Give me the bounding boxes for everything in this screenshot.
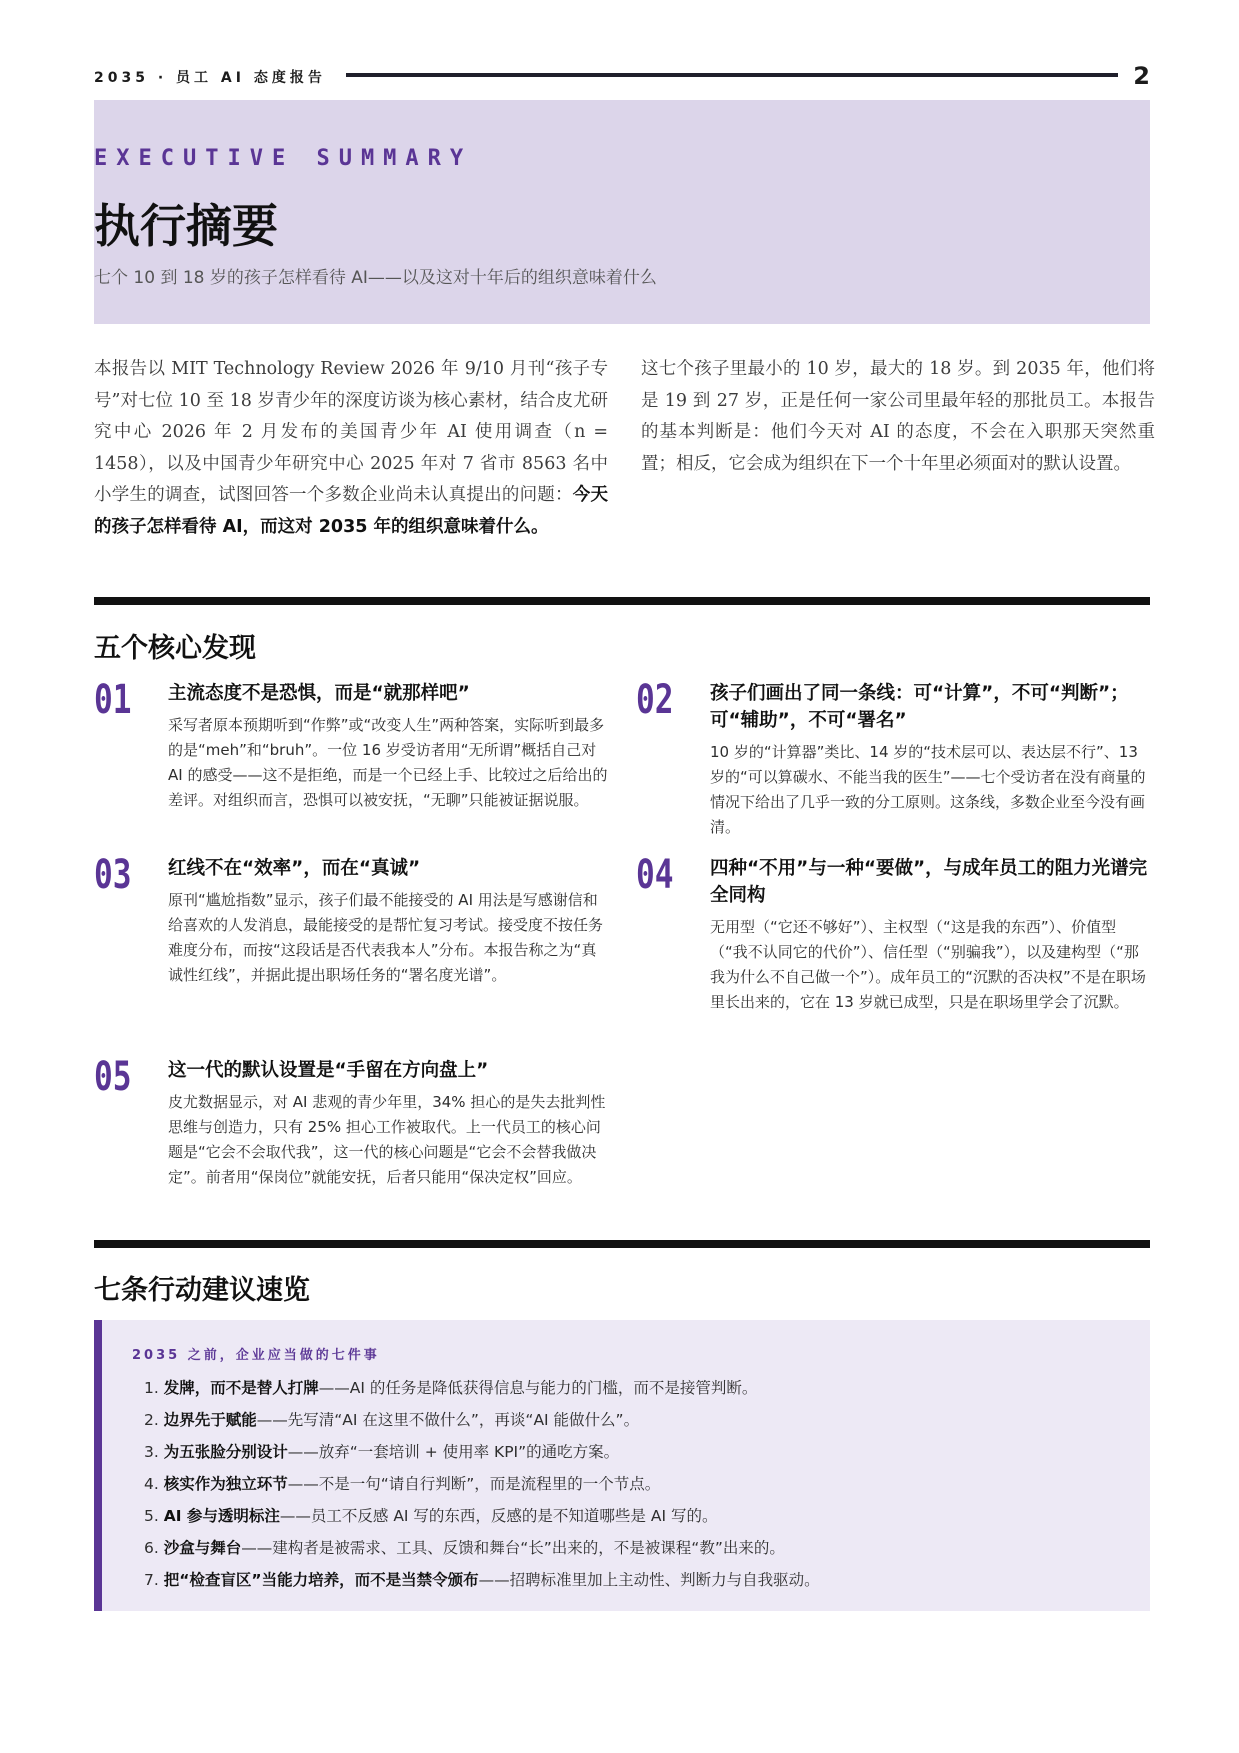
- finding-number: 04: [636, 852, 674, 898]
- action-item: [144, 1468, 820, 1500]
- finding-title: 红线不在“效率”，而在“真诚”: [168, 858, 421, 879]
- intro-left-text: 本报告以 MIT Technology Review 2026 年 9/10 月刊“孩子专号”对七位 10 至 18 岁青少年的深度访谈为核心素材，结合皮尤研究中心 2026 年 2 月发布的美国青少年 AI 使用调查（n = 1458），以及中国青少年研究中心 2025 年对 7 省市 8563 名中小学生的调查，试图回答一个多数企业尚未认真提出的问题：: [94, 359, 608, 505]
- action-text: ——员工不反感 AI 写的东西，反感的是不知道哪些是 AI 写的。: [279, 1507, 718, 1525]
- action-title: AI 参与透明标注: [163, 1507, 280, 1525]
- action-number: 7.: [144, 1571, 159, 1589]
- action-title: 为五张脸分别设计: [163, 1443, 288, 1461]
- action-title: 发牌，而不是替人打牌: [163, 1379, 319, 1397]
- finding-title: 四种“不用”与一种“要做”，与成年员工的阻力光谱完全同构: [710, 858, 1148, 906]
- intro-paragraph-left: [94, 354, 608, 543]
- action-text: ——不是一句“请自行判断”，而是流程里的一个节点。: [287, 1475, 661, 1493]
- finding-title: 这一代的默认设置是“手留在方向盘上”: [168, 1060, 489, 1081]
- action-number: 3.: [144, 1443, 159, 1461]
- action-text: ——建构者是被需求、工具、反馈和舞台“长”出来的，不是被课程“教”出来的。: [241, 1539, 785, 1557]
- action-text: ——AI 的任务是降低获得信息与能力的门槛，而不是接管判断。: [318, 1379, 758, 1397]
- finding-text: 无用型（“它还不够好”）、主权型（“这是我的东西”）、价值型（“我不认同它的代价”）、信任型（“别骗我”），以及建构型（“那我为什么不自己做一个”）。成年员工的“沉默的否决权”不是在职场里长出来的，它在 13 岁就已成型，只是在职场里学会了沉默。: [710, 918, 1146, 1011]
- action-title: 沙盒与舞台: [163, 1539, 242, 1557]
- finding-text: 10 岁的“计算器”类比、14 岁的“技术层可以、表达层不行”、13 岁的“可以算碳水、不能当我的医生”——七个受访者在没有商量的情况下给出了几乎一致的分工原则。这条线，多数企业至今没有画清。: [710, 743, 1146, 836]
- callout-label: 2035 之前，企业应当做的七件事: [132, 1348, 380, 1363]
- header-rule: [346, 73, 1118, 77]
- action-number: 2.: [144, 1411, 159, 1429]
- running-header: [94, 64, 1150, 88]
- action-number: 1.: [144, 1379, 159, 1397]
- action-item: [144, 1436, 820, 1468]
- finding-text: 皮尤数据显示，对 AI 悲观的青少年里，34% 担心的是失去批判性思维与创造力，只有 25% 担心工作被取代。上一代员工的核心问题是“它会不会取代我”，这一代的核心问题是“它会不会替我做决定”。前者用“保岗位”就能安抚，后者只能用“保决定权”回应。: [168, 1093, 606, 1186]
- action-number: 5.: [144, 1507, 159, 1525]
- action-item: [144, 1500, 820, 1532]
- finding-number: 01: [94, 677, 132, 723]
- actions-section-title: 七条行动建议速览: [94, 1275, 310, 1306]
- action-item: [144, 1372, 820, 1404]
- intro-paragraph-right: 这七个孩子里最小的 10 岁，最大的 18 岁。到 2035 年，他们将是 19 到 27 岁，正是任何一家公司里最年轻的那批员工。本报告的基本判断是：他们今天对 AI 的态度，不会在入职那天突然重置；相反，它会成为组织在下一个十年里必须面对的默认设置。: [641, 359, 1155, 474]
- action-item: [144, 1532, 820, 1564]
- report-title: 2035 · 员工 AI 态度报告: [94, 70, 326, 86]
- action-title: 核实作为独立环节: [163, 1475, 288, 1493]
- action-text: ——放弃“一套培训 + 使用率 KPI”的通吃方案。: [287, 1443, 620, 1461]
- section-divider: [94, 1240, 1150, 1248]
- action-title: 边界先于赋能: [163, 1411, 257, 1429]
- finding-title: 主流态度不是恐惧，而是“就那样吧”: [168, 683, 470, 704]
- finding-number: 03: [94, 852, 132, 898]
- page-title: 执行摘要: [94, 199, 278, 253]
- intro-left-emphasis: 今天的孩子怎样看待 AI，而这对 2035 年的组织意味着什么。: [94, 485, 608, 537]
- finding-number: 05: [94, 1054, 132, 1100]
- action-text: ——先写清“AI 在这里不做什么”，再谈“AI 能做什么”。: [256, 1411, 640, 1429]
- action-number: 6.: [144, 1539, 159, 1557]
- finding-text: 采写者原本预期听到“作弊”或“改变人生”两种答案，实际听到最多的是“meh”和“bruh”。一位 16 岁受访者用“无所谓”概括自己对 AI 的感受——这不是拒绝，而是一个已经上手、比较过之后给出的差评。对组织而言，恐惧可以被安抚，“无聊”只能被证据说服。: [168, 716, 608, 809]
- eyebrow-label: EXECUTIVE SUMMARY: [94, 146, 473, 171]
- action-item: [144, 1404, 820, 1436]
- finding-text: 原刊“尴尬指数”显示，孩子们最不能接受的 AI 用法是写感谢信和给喜欢的人发消息，最能接受的是帮忙复习考试。接受度不按任务难度分布，而按“这段话是否代表我本人”分布。本报告称之为“真诚性红线”，并据此提出职场任务的“署名度光谱”。: [168, 891, 604, 984]
- page-number: 2: [1133, 62, 1150, 90]
- action-title: 把“检查盲区”当能力培养，而不是当禁令颁布: [163, 1571, 479, 1589]
- action-text: ——招聘标准里加上主动性、判断力与自我驱动。: [478, 1571, 820, 1589]
- section-divider: [94, 597, 1150, 605]
- action-list: [144, 1372, 820, 1596]
- finding-number: 02: [636, 677, 674, 723]
- action-number: 4.: [144, 1475, 159, 1493]
- action-item: [144, 1564, 820, 1596]
- findings-section-title: 五个核心发现: [94, 633, 256, 664]
- hero-banner: [94, 100, 1150, 324]
- finding-title: 孩子们画出了同一条线：可“计算”，不可“判断”；可“辅助”，不可“署名”: [710, 683, 1129, 731]
- action-callout-box: [94, 1320, 1150, 1611]
- page-subtitle: 七个 10 到 18 岁的孩子怎样看待 AI——以及这对十年后的组织意味着什么: [94, 268, 657, 288]
